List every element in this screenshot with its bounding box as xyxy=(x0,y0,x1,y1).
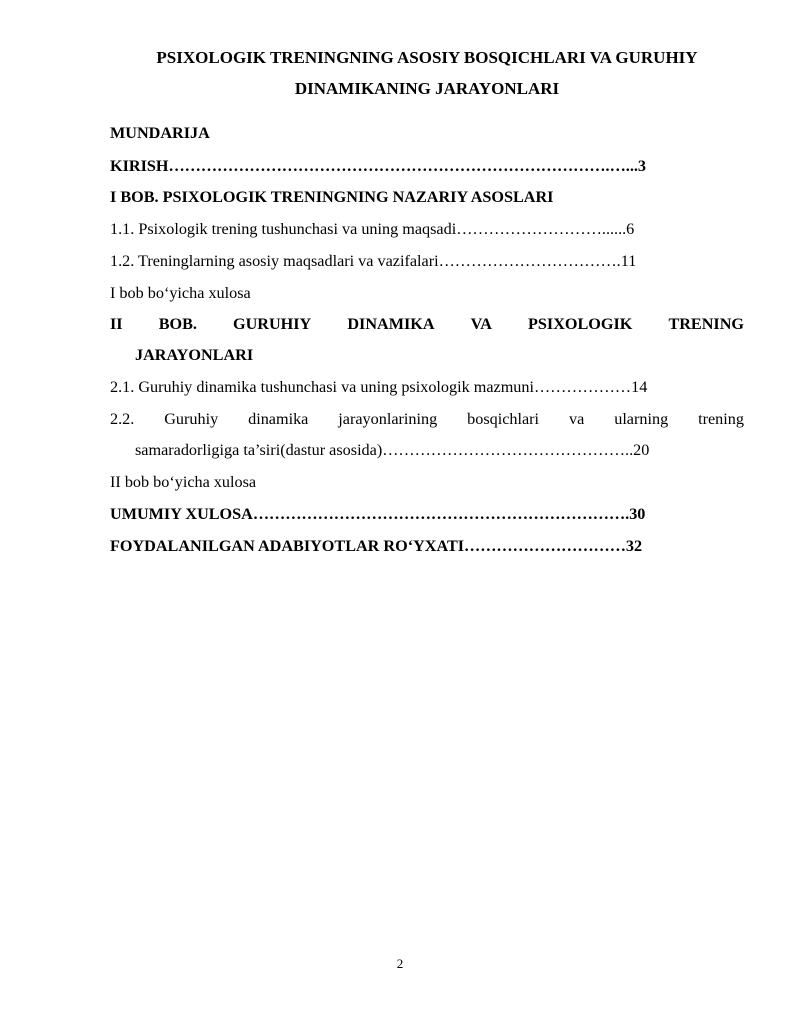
toc-chapter-2 xyxy=(110,314,744,334)
chapter-2-word: TRENING xyxy=(668,315,744,333)
toc-conclusion-2: II bob bo‘yicha xulosa xyxy=(110,473,257,491)
entry-2-2-word: bosqichlari xyxy=(467,410,540,428)
chapter-2-word: VA xyxy=(470,315,492,333)
entry-2-2-word: Guruhiy xyxy=(164,410,219,428)
title-line-1: PSIXOLOGIK TRENINGNING ASOSIY BOSQICHLARI VA GURUHIY xyxy=(156,48,698,67)
chapter-2-word: DINAMIKA xyxy=(347,315,435,333)
toc-entry-1-2: 1.2. Treninglarning asosiy maqsadlari va vazifalari…………………………….11 xyxy=(110,252,637,270)
toc-chapter-1: I BOB. PSIXOLOGIK TRENINGNING NAZARIY ASOSLARI xyxy=(110,188,554,206)
chapter-2-word: BOB. xyxy=(158,315,197,333)
chapter-2-word: PSIXOLOGIK xyxy=(528,315,633,333)
chapter-2-word: GURUHIY xyxy=(233,315,312,333)
toc-entry-2-1: 2.1. Guruhiy dinamika tushunchasi va uning psixologik mazmuni………………14 xyxy=(110,378,648,396)
toc-conclusion-1: I bob bo‘yicha xulosa xyxy=(110,284,251,302)
toc-general-conclusion: UMUMIY XULOSA…………………………………………………………….30 xyxy=(110,505,646,523)
entry-2-2-word: va xyxy=(569,410,585,428)
toc-entry-2-2-continuation: samaradorligiga ta’siri(dastur asosida)………………………………………..20 xyxy=(135,441,650,459)
entry-2-2-word: 2.2. xyxy=(110,410,135,428)
title-line-2: DINAMIKANING JARAYONLARI xyxy=(294,79,560,98)
document-title xyxy=(110,42,744,104)
entry-2-2-word: jarayonlarining xyxy=(338,410,438,428)
chapter-2-word: II xyxy=(110,315,123,333)
toc-entry-2-2 xyxy=(110,409,744,429)
toc-entry-kirish: KIRISH……………………………………………………………………….…...3 xyxy=(110,157,647,175)
toc-references: FOYDALANILGAN ADABIYOTLAR RO‘YXATI…………………………32 xyxy=(110,537,643,555)
toc-entry-1-1: 1.1. Psixologik trening tushunchasi va uning maqsadi………………………......6 xyxy=(110,220,635,238)
page-number: 2 xyxy=(396,956,404,971)
toc-chapter-2-continuation: JARAYONLARI xyxy=(135,346,254,364)
toc-heading: MUNDARIJA xyxy=(110,124,210,142)
entry-2-2-word: ularning xyxy=(614,410,669,428)
entry-2-2-word: trening xyxy=(698,410,744,428)
entry-2-2-word: dinamika xyxy=(248,410,309,428)
